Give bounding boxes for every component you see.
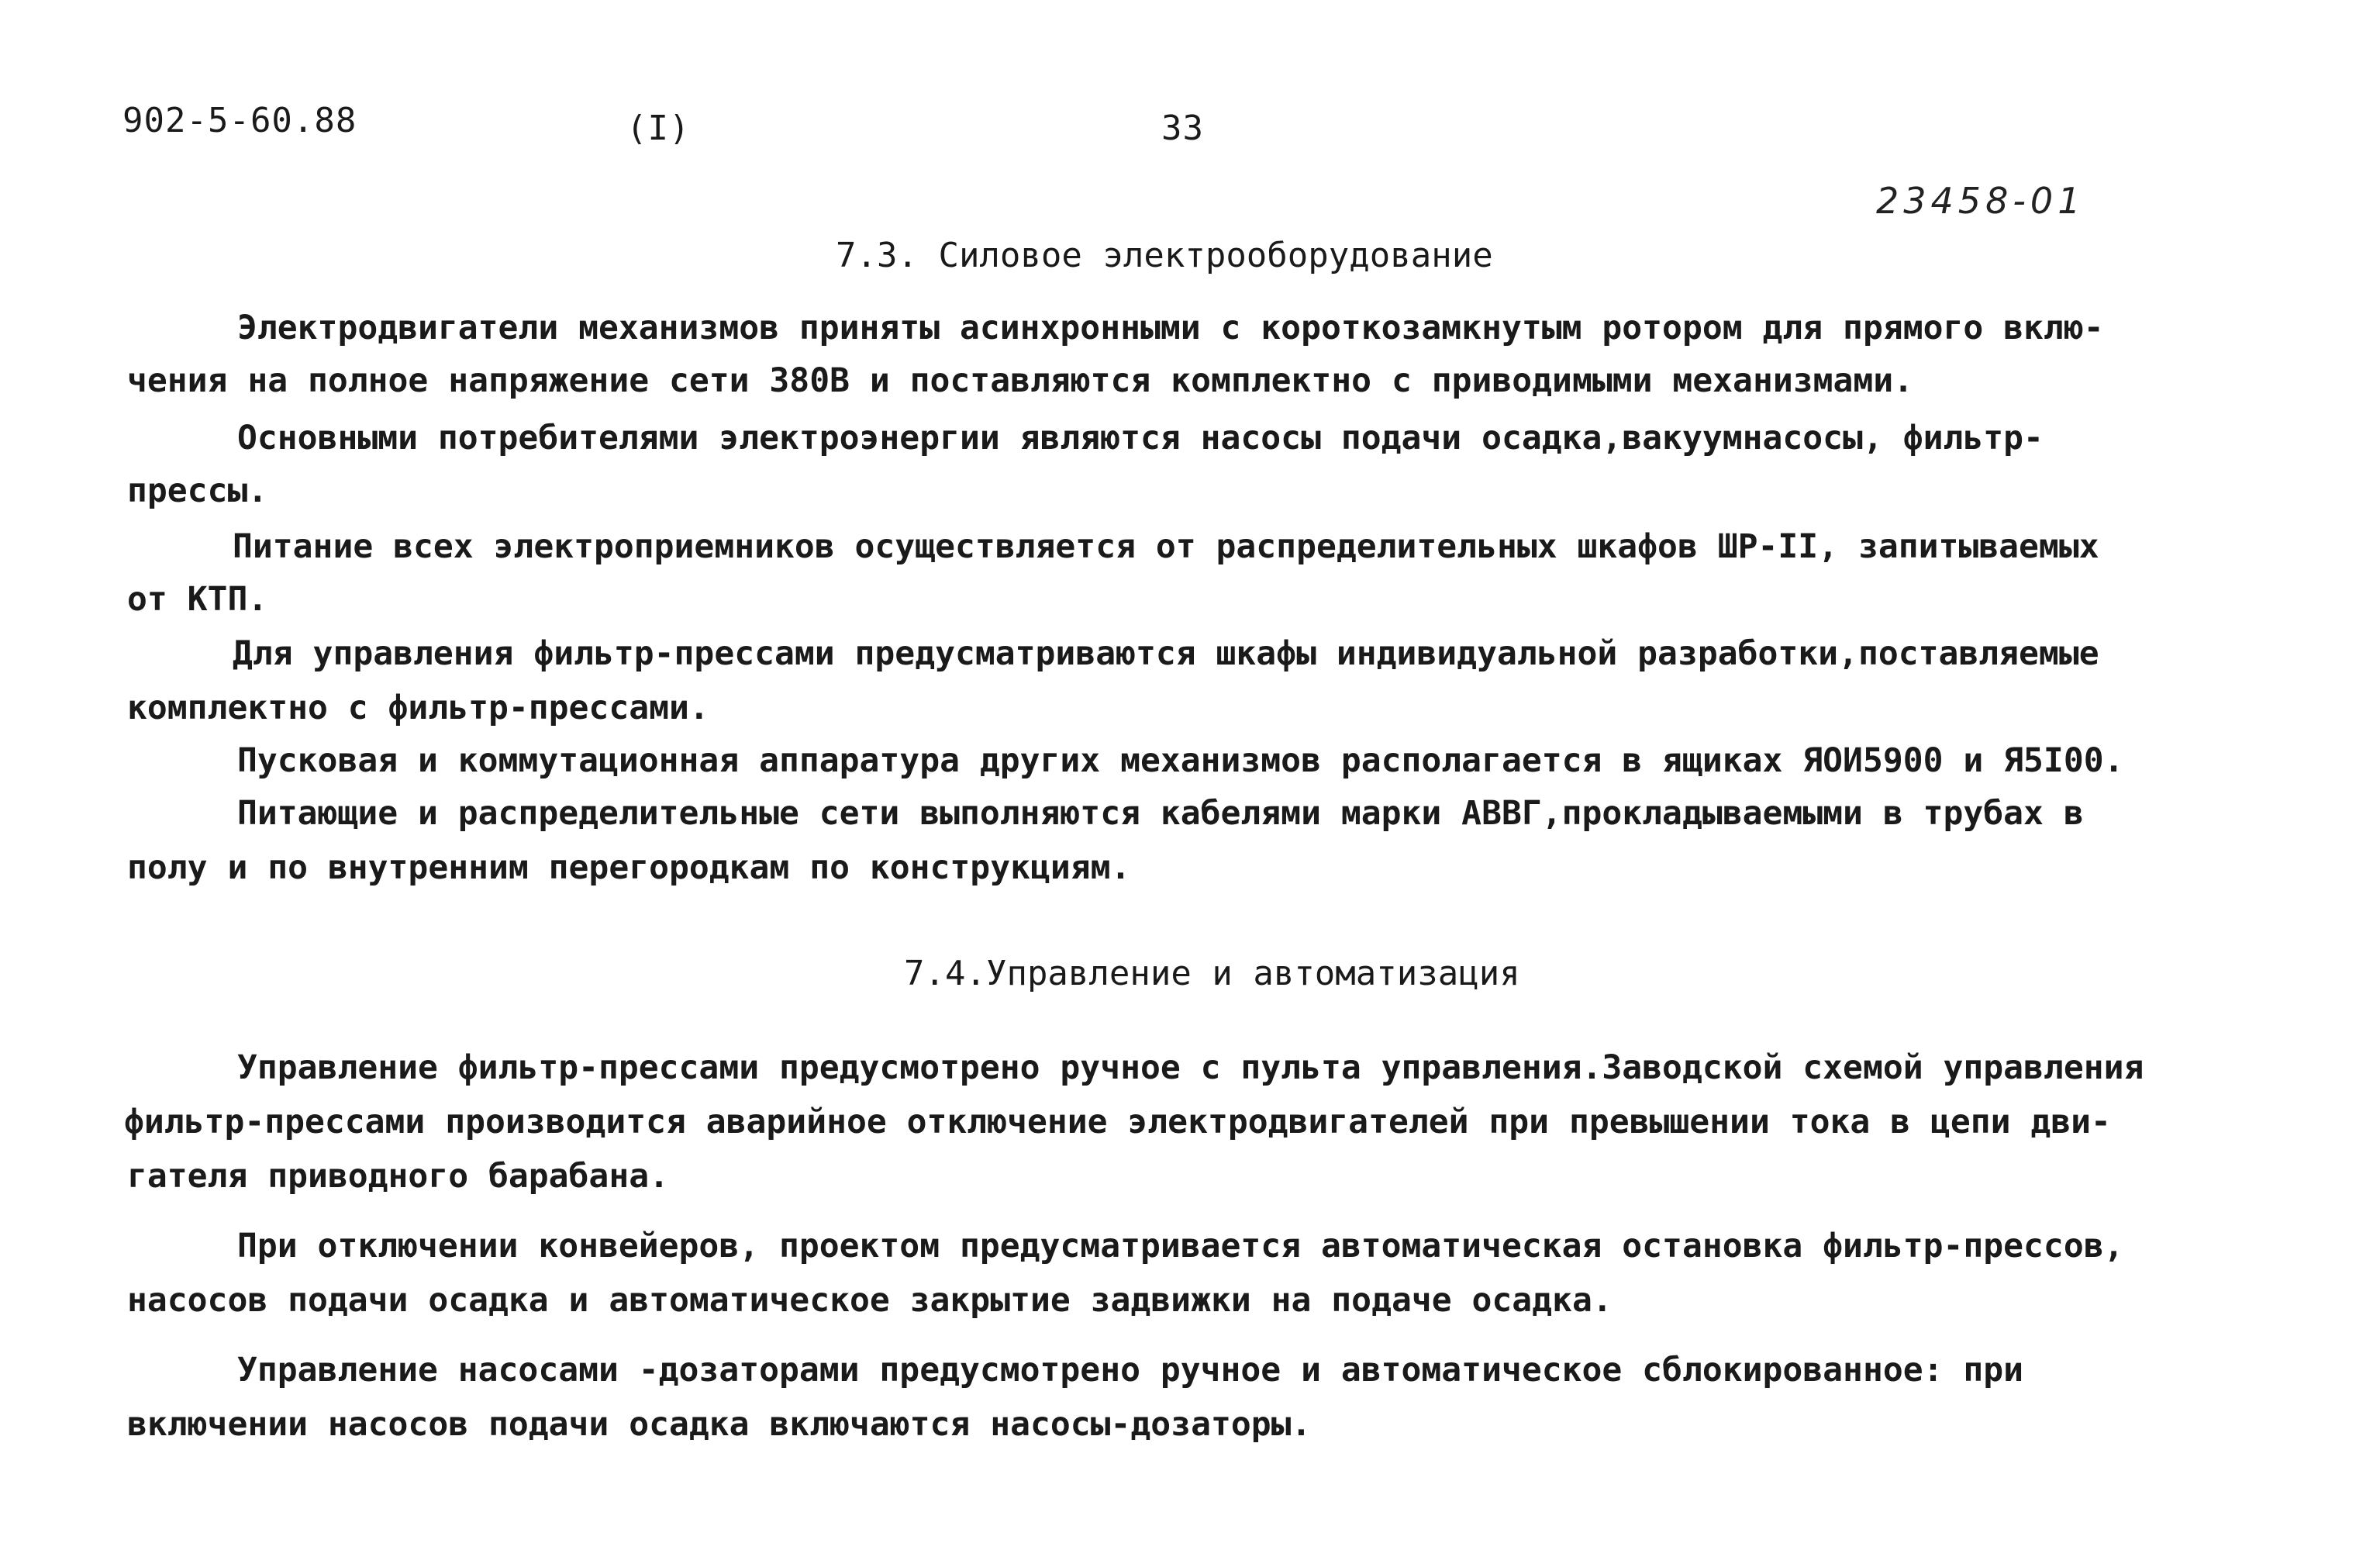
section-73-line: полу и по внутренним перегородкам по конструкциям.	[127, 848, 1131, 887]
section-73-line: Питание всех электроприемников осуществляется от распределительных шкафов ШР-II, запитываемых	[233, 527, 2099, 566]
section-74-line: фильтр-прессами производится аварийное отключение электродвигателей при превышении тока в цепи дви-	[124, 1103, 2111, 1141]
section-74-line: При отключении конвейеров, проектом предусматривается автоматическая остановка фильтр-прессов,	[237, 1227, 2124, 1265]
section-74-title: 7.4.Управление и автоматизация	[904, 954, 1520, 993]
section-73-line: Для управления фильтр-прессами предусматриваются шкафы индивидуальной разработки,поставляемые	[233, 634, 2099, 673]
document-code: 902-5-60.88	[122, 101, 357, 140]
section-74-line: Управление насосами -дозаторами предусмотрено ручное и автоматическое сблокированное: при	[237, 1351, 2024, 1390]
section-73-line: чения на полное напряжение сети 380В и поставляются комплектно с приводимыми механизмами.	[127, 361, 1914, 400]
section-73-line: Электродвигатели механизмов приняты асинхронными с короткозамкнутым ротором для прямого вклю-	[237, 309, 2104, 347]
section-73-line: Основными потребителями электроэнергии являются насосы подачи осадка,вакуумнасосы, фильтр-	[237, 419, 2044, 457]
section-73-line: Питающие и распределительные сети выполняются кабелями марки АВВГ,прокладываемыми в трубах в	[237, 794, 2084, 833]
section-74-line: насосов подачи осадка и автоматическое закрытие задвижки на подаче осадка.	[127, 1281, 1613, 1320]
section-73-line: от КТП.	[127, 580, 268, 619]
page-number: 33	[1161, 109, 1204, 148]
section-73-line: прессы.	[127, 471, 268, 510]
section-74-line: гателя приводного барабана.	[127, 1157, 669, 1196]
section-73-line: комплектно с фильтр-прессами.	[127, 689, 709, 727]
section-73-line: Пусковая и коммутационная аппаратура других механизмов располагается в ящиках ЯОИ5900 и Я5I00.	[237, 741, 2124, 780]
inventory-number: 23458-01	[1876, 180, 2085, 222]
sheet-mark: (I)	[626, 109, 691, 148]
section-74-line: включении насосов подачи осадка включаются насосы-дозаторы.	[127, 1405, 1312, 1444]
section-74-line: Управление фильтр-прессами предусмотрено ручное с пульта управления.Заводской схемой управления	[237, 1048, 2144, 1087]
section-73-title: 7.3. Силовое электрооборудование	[836, 236, 1493, 275]
